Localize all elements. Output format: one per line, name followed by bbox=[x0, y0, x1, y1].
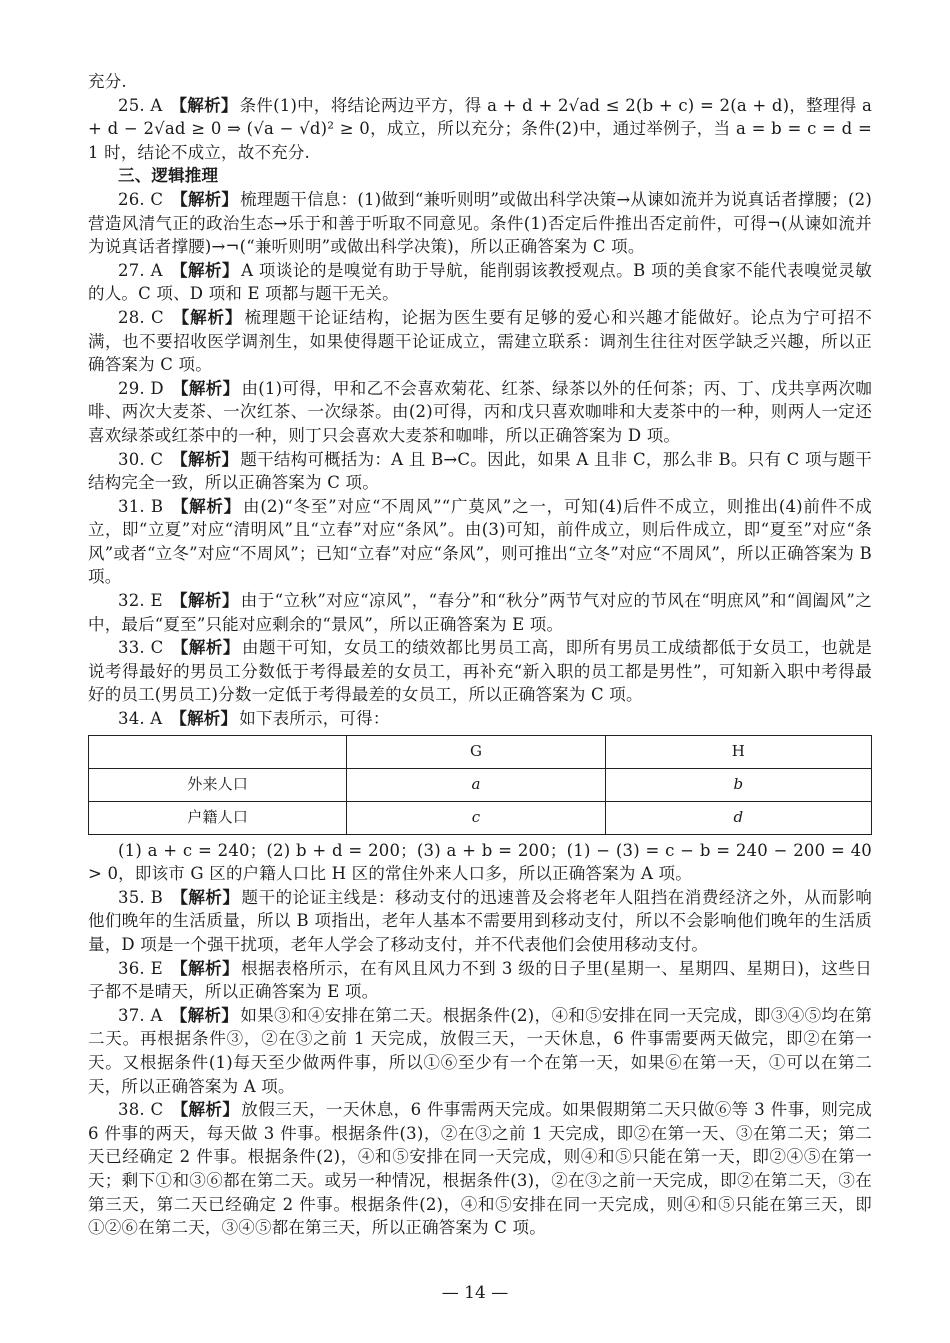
answer-body bbox=[88, 70, 872, 1240]
table-cell: c bbox=[347, 801, 605, 834]
table-row bbox=[89, 801, 872, 834]
answer-26: 26. C 【解析】 梳理题干信息：(1)做到“兼听则明”或做出科学决策→从谏如流并为说真话者撑腰；(2)营造风清气正的政治生态→乐于和善于听取不同意见。条件(1)否定后件推出否定前件，可得¬(从谏如流并为说真话者撑腰)→¬(“兼听则明”或做出科学决策)，所以正确答案为 C 项。 bbox=[88, 189, 872, 257]
table-cell bbox=[89, 735, 347, 768]
intro-line: 充分. bbox=[88, 72, 127, 91]
answer-34-derivation: (1) a + c = 240；(2) b + d = 200；(3) a + b = 200；(1) − (3) = c − b = 240 − 200 = 40 > 0，即该市 G 区的户籍人口比 H 区的常住外来人口多，所以正确答案为 A 项。 bbox=[88, 840, 872, 884]
row-label-registered: 户籍人口 bbox=[89, 801, 347, 834]
answer-29: 29. D 【解析】 由(1)可得，甲和乙不会喜欢菊花、红茶、绿茶以外的任何茶；丙、丁、戊共享两次咖啡、两次大麦茶、一次红茶、一次绿茶。由(2)可得，丙和戊只喜欢咖啡和大麦茶中的一种，则两人一定还喜欢绿茶或红茶中的一种，则丁只会喜欢大麦茶和咖啡，所以正确答案为 D 项。 bbox=[88, 378, 872, 445]
table-header-h: H bbox=[605, 735, 871, 768]
answer-32: 32. E 【解析】 由于“立秋”对应“凉风”，“春分”和“秋分”两节气对应的节风在“明庶风”和“阊阖风”之中，最后“夏至”只能对应剩余的“景风”，所以正确答案为 E 项。 bbox=[88, 591, 873, 634]
section-title: 三、逻辑推理 bbox=[118, 166, 219, 186]
population-table bbox=[88, 735, 872, 835]
answer-27: 27. A 【解析】 A 项谈论的是嗅觉有助于导航，能削弱该教授观点。B 项的美食家不能代表嗅觉灵敏的人。C 项、D 项和 E 项都与题干无关。 bbox=[88, 260, 872, 304]
answer-37: 37. A 【解析】 如果③和④安排在第二天。根据条件(2)，④和⑤安排在同一天完成，即③④⑤均在第二天。再根据条件③，②在③之前 1 天完成，放假三天，一天休息，6 件事需要两天做完，即②在第一天。又根据条件(1)每天至少做两件事，所以①⑥至少有一个在第一天，如果⑥在第一天，①可以在第二天，所以正确答案为 A 项。 bbox=[88, 1005, 872, 1096]
table-cell: a bbox=[347, 768, 605, 801]
table-cell: b bbox=[605, 768, 871, 801]
analysis-tag: 【解析】 bbox=[170, 95, 238, 115]
table-header-g: G bbox=[347, 735, 605, 768]
table-row bbox=[89, 768, 872, 801]
answer-38: 38. C 【解析】 放假三天，一天休息，6 件事需两天完成。如果假期第二天只做⑥等 3 件事，则完成 6 件事的两天，每天做 3 件事。根据条件(3)，②在③之前 1 天完成，即②在第一天、③在第二天；第二天已经确定 2 件事。根据条件(2)，④和⑤安排在同一天完成，则④和⑤只能在第一天，即②④⑤在第一天；剩下①和③⑥都在第二天。或另一种情况，根据条件(3)，②在③之前一天完成，即②在第二天，③在第三天，第二天已经确定 2 件事。根据条件(2)，④和⑤安排在同一天完成，则④和⑤只能在第三天，即①②⑥在第二天，③④⑤都在第三天，所以正确答案为 C 项。 bbox=[88, 1100, 872, 1238]
answer-25: 25. A 【解析】 条件(1)中，将结论两边平方，得 a + d + 2√ad ≤ 2(b + c) = 2(a + d)，整理得 a + d − 2√ad ≥ 0 ⇒ (√a − √d)² ≥ 0，成立，所以充分；条件(2)中，通过举例子，当 a = b = c = d = 1 时，结论不成立，故不充分. bbox=[88, 95, 872, 162]
page-number: — 14 — bbox=[441, 1283, 509, 1303]
answer-35: 35. B 【解析】 题干的论证主线是：移动支付的迅速普及会将老年人阻挡在消费经济之外，从而影响他们晚年的生活质量，所以 B 项指出，老年人基本不需要用到移动支付，所以不会影响他们晚年的生活质量，D 项是一个强干扰项，老年人学会了移动支付，并不代表他们会使用移动支付。 bbox=[88, 887, 872, 954]
answer-34: 34. A 【解析】 如下表所示，可得： bbox=[118, 709, 390, 729]
answer-30: 30. C 【解析】 题干结构可概括为：A 且 B→C。因此，如果 A 且非 C，那么非 B。只有 C 项与题干结构完全一致，所以正确答案为 C 项。 bbox=[88, 449, 872, 493]
table-cell: d bbox=[605, 801, 871, 834]
answer-36: 36. E 【解析】 根据表格所示，在有风且风力不到 3 级的日子里(星期一、星期四、星期日)，这些日子都不是晴天，所以正确答案为 E 项。 bbox=[88, 958, 872, 1002]
table-header-row bbox=[89, 735, 872, 768]
answer-33: 33. C 【解析】 由题干可知，女员工的绩效都比男员工高，即所有男员工成绩都低于女员工，也就是说考得最好的男员工分数低于考得最差的女员工，再补充“新入职的员工都是男性”，可知新入职中考得最好的员工(男员工)分数一定低于考得最差的女员工，所以正确答案为 C 项。 bbox=[88, 638, 872, 705]
answer-28: 28. C 【解析】 梳理题干论证结构，论据为医生要有足够的爱心和兴趣才能做好。论点为宁可招不满，也不要招收医学调剂生，如果使得题干论证成立，需建立联系：调剂生往往对医学缺乏兴趣，所以正确答案为 C 项。 bbox=[88, 307, 872, 375]
answer-31: 31. B 【解析】 由(2)“冬至”对应“不周风”“广莫风”之一，可知(4)后件不成立，则推出(4)前件不成立，即“立夏”对应“清明风”且“立春”对应“条风”。由(3)可知，前件成立，则后件成立，即“夏至”对应“条风”或者“立冬”对应“不周风”；已知“立春”对应“条风”，则可推出“立冬”对应“不周风”，所以正确答案为 B 项。 bbox=[88, 496, 872, 587]
row-label-migrant: 外来人口 bbox=[89, 768, 347, 801]
